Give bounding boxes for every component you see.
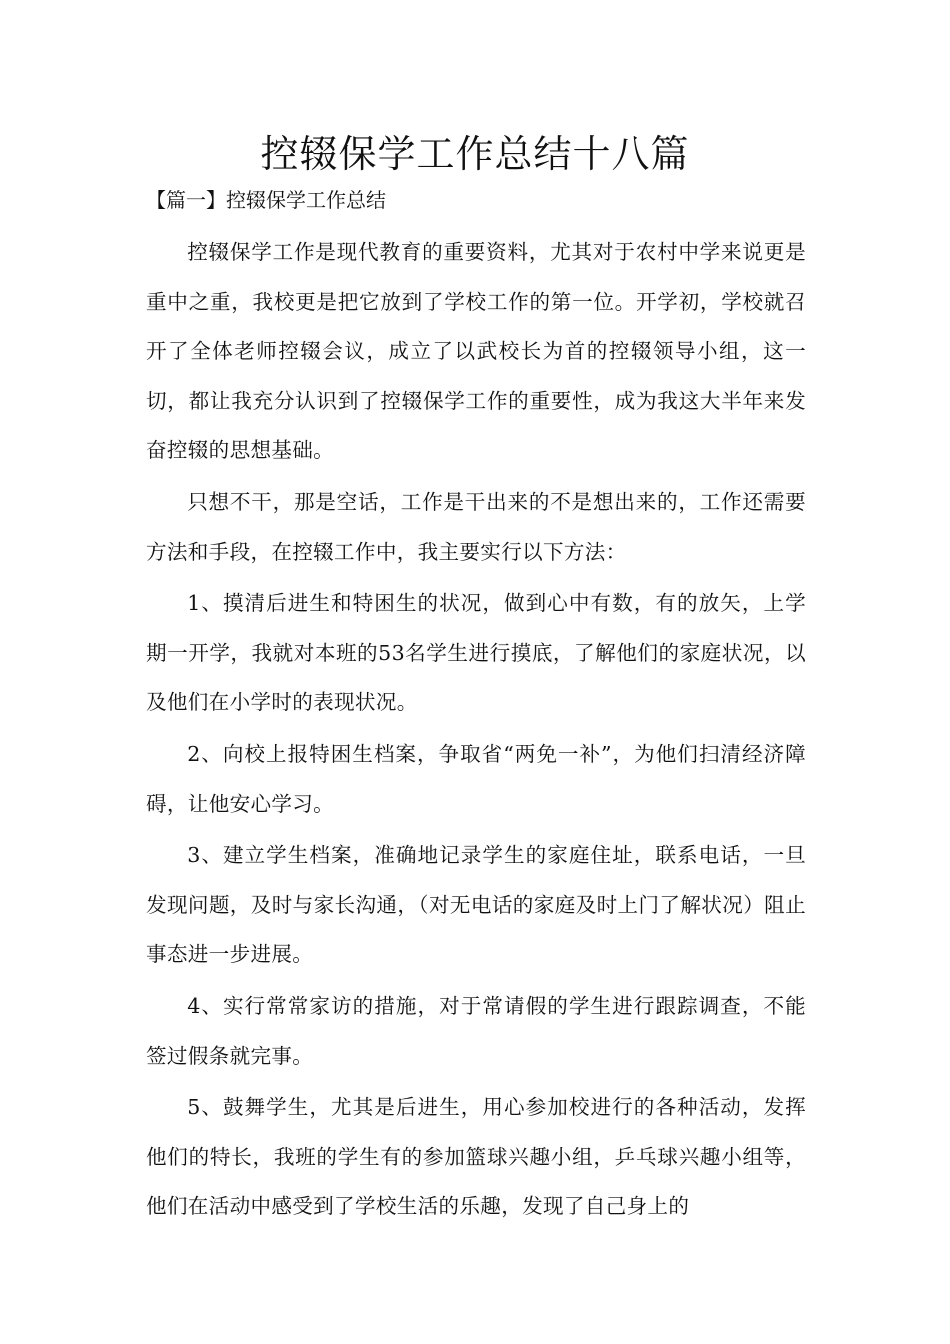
paragraph: 3、建立学生档案，准确地记录学生的家庭住址，联系电话，一旦发现问题，及时与家长沟通，（对无电话的家庭及时上门了解状况）阻止事态进一步进展。	[146, 843, 806, 967]
document-body	[146, 228, 806, 1234]
paragraph: 2、向校上报特困生档案，争取省“两免一补”，为他们扫清经济障碍，让他安心学习。	[146, 741, 806, 816]
section-heading: 【篇一】控辍保学工作总结	[146, 188, 386, 212]
paragraph: 控辍保学工作是现代教育的重要资料，尤其对于农村中学来说更是重中之重，我校更是把它放到了学校工作的第一位。开学初，学校就召开了全体老师控辍会议，成立了以武校长为首的控辍领导小组，这一切，都让我充分认识到了控辍保学工作的重要性，成为我这大半年来发奋控辍的思想基础。	[146, 240, 806, 463]
paragraph: 只想不干，那是空话，工作是干出来的不是想出来的，工作还需要方法和手段，在控辍工作中，我主要实行以下方法：	[146, 489, 806, 564]
document-title: 控辍保学工作总结十八篇	[260, 132, 690, 176]
paragraph: 4、实行常常家访的措施，对于常请假的学生进行跟踪调查，不能签过假条就完事。	[146, 993, 806, 1068]
paragraph: 1、摸清后进生和特困生的状况，做到心中有数，有的放矢，上学期一开学，我就对本班的53名学生进行摸底，了解他们的家庭状况，以及他们在小学时的表现状况。	[146, 591, 806, 715]
paragraph: 5、鼓舞学生，尤其是后进生，用心参加校进行的各种活动，发挥他们的特长，我班的学生有的参加篮球兴趣小组，乒乓球兴趣小组等，他们在活动中感受到了学校生活的乐趣，发现了自己身上的	[146, 1095, 806, 1219]
